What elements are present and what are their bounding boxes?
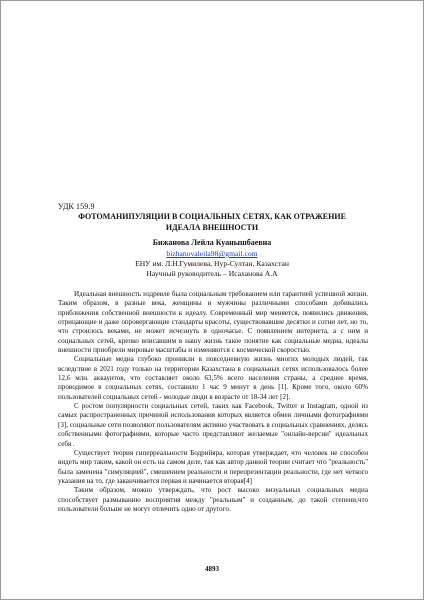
page-number: 4893	[205, 565, 219, 573]
author-name: Бижанова Лейла Куанышбаевна	[152, 238, 272, 247]
paragraph: Таким образом, можно утверждать, что рост высоко визуальных социальных медиа способствует размыванию восприятия между "реальным" и созданным, до такой степени,что пользователи больше не могут отличить одно от другого.	[58, 486, 368, 513]
author-affiliation: ЕНУ им. Л.Н.Гумилева, Нур-Султан, Казахстан	[135, 259, 289, 268]
paper-title: ФОТОМАНИПУЛЯЦИИ В СОЦИАЛЬНЫХ СЕТЯХ, КАК ОТРАЖЕНИЕ ИДЕАЛА ВНЕШНОСТИ	[78, 212, 346, 232]
paragraph: Социальные медиа глубоко проникли в повседневную жизнь многих молодых людей, так вследствие в 2021 году только на территории Казахстана в социальных сетях использовалось более 12,6 млн. аккаунтов, что составляет около 63,5% всего населения страны, а среднее время, проводимое в социальных сетях, составило 1 час 9 минут в день [1]. Кроме того, около 60% пользователей социальных сетей - молодые люди в возрасте от 18-34 лет [2].	[58, 355, 368, 401]
paragraph: Идеальная внешность издревле была социальным требованием или гарантией успешной жизни. Таким образом, в разные века, женщины и мужчины различными способами добивались приближения собственной внешности к идеалу. Современный мир меняется, появились движения, отрицающие и даже опровергающие стандарты красоты, существовавшие десятки и сотни лет, но то, что строилось веками, не может исчезнуть в одночасье. С появлением интернета, а с ним и социальных сетей, крепко вписавшим в нашу жизнь такое понятие как социальные медиа, идеалы внешности приобрели мировые масштабы и изменяются с космической скоростью.	[58, 290, 368, 355]
scientific-advisor: Научный руководитель – Исаханова А.А	[146, 269, 278, 278]
paragraph: С ростом популярности социальных сетей, таких как Facebook, Twitter и Instagram, одной из самых распространенных причиной использования которых является обмен личными фотографиями [3], социальные сети позволяют пользователям активно участвовать в социальных сравнениях, делясь собственными фотографиями, которые часто представляют желаемые "онлайн-версии" идеальных себя .	[58, 402, 368, 448]
author-email-link[interactable]: bizhanovaleila98@gmail.com	[166, 249, 258, 258]
udc-code: УДК 159.9	[58, 202, 95, 211]
body-text	[58, 290, 368, 514]
paragraph: Существует теория гиперреальности Бодрийяра, которая утверждает, что человек не способен видеть мир таким, какой он есть на самом деле, так как автор данной теории считает что "реальность" была заменена "симуляцией", смешением реальности и перепрезентации реальности, где нет четкого указания на то, где заканчивается первая и начинается вторая[4]	[58, 448, 368, 485]
